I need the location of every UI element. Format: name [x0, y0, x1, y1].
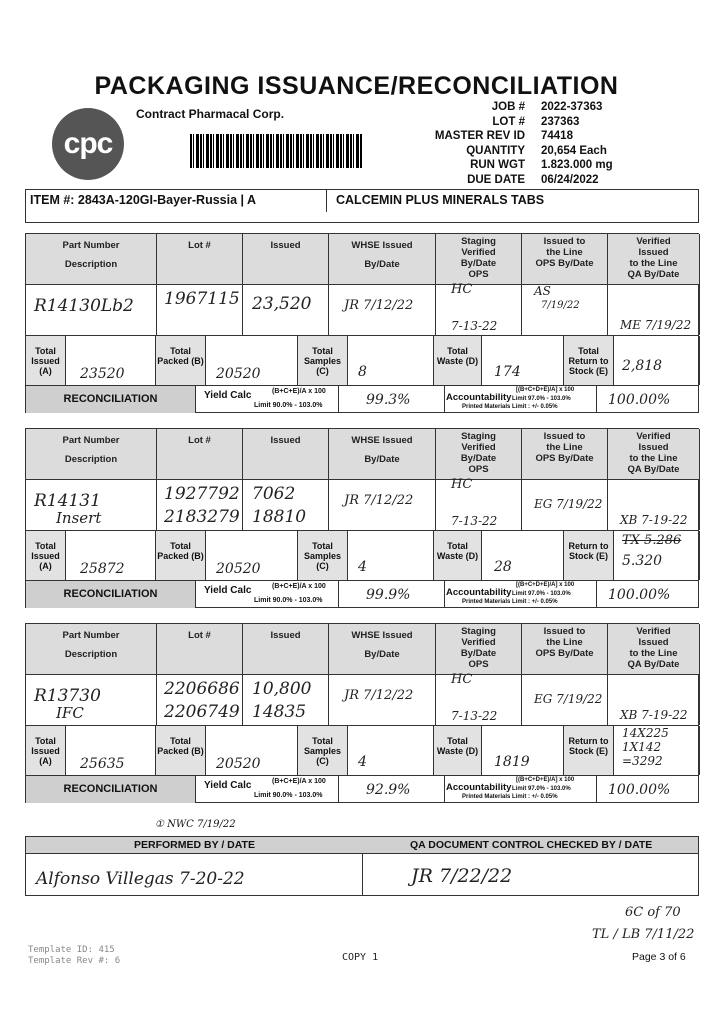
- header-text: Verified: [636, 236, 671, 247]
- part-number-2: Insert: [56, 509, 102, 527]
- staging-value: HC: [451, 282, 473, 297]
- page-number: Page 3 of 6: [632, 951, 686, 963]
- header-text: By/Date: [460, 258, 497, 269]
- header-whse: [329, 429, 436, 479]
- company-logo: cpc: [52, 108, 124, 180]
- item-number: ITEM #: 2843A-120GI-Bayer-Russia | A: [30, 193, 257, 207]
- line-value: EG 7/19/22: [534, 692, 603, 706]
- total-label: Total Samples (C): [298, 726, 348, 775]
- yield-limit: Limit 90.0% - 103.0%: [254, 402, 323, 409]
- wgt-label: RUN WGT: [470, 159, 525, 172]
- header-text: Issued: [638, 442, 669, 453]
- header-part: [26, 624, 157, 674]
- header-text: Lot #: [188, 240, 211, 251]
- lot-value-2: 2206749: [164, 702, 240, 722]
- header-text: Part Number: [62, 240, 120, 251]
- acc-limit: Limit 97.0% - 103.0%: [512, 786, 571, 792]
- header-text: Description: [64, 454, 118, 465]
- section-2: [25, 428, 699, 608]
- total-issued-value: 25872: [80, 561, 125, 577]
- lot-value: 237363: [541, 115, 580, 128]
- total-label: Total Waste (D): [434, 531, 482, 580]
- total-label: Total Samples (C): [298, 336, 348, 385]
- total-packed-value: 20520: [216, 756, 261, 772]
- item-box: [25, 189, 699, 223]
- header-text: Issued to: [543, 626, 586, 637]
- total-label: Total Waste (D): [434, 726, 482, 775]
- lot-value-2: 2183279: [164, 507, 240, 527]
- part-number: R14130Lb2: [34, 296, 134, 316]
- barcode: [190, 134, 362, 168]
- header-text: WHSE Issued: [351, 435, 413, 446]
- reconciliation-label: RECONCILIATION: [26, 581, 196, 608]
- staging-date: 7-13-22: [451, 709, 498, 723]
- signature-box: [25, 836, 699, 896]
- header-text: By/Date: [364, 259, 400, 270]
- yield-formula: (B+C+E)/A x 100: [272, 778, 326, 785]
- total-label: Total Packed (B): [156, 726, 206, 775]
- due-label: DUE DATE: [467, 173, 525, 186]
- header-text: to the Line: [629, 648, 678, 659]
- staging-date: 7-13-22: [451, 514, 498, 528]
- total-label: Total Issued (A): [26, 336, 66, 385]
- total-issued-value: 23520: [80, 366, 125, 382]
- header-text: Verified: [461, 637, 496, 648]
- line-value: AS: [534, 284, 551, 298]
- header-text: WHSE Issued: [351, 630, 413, 641]
- header-text: Description: [64, 649, 118, 660]
- copy-label: COPY 1: [342, 952, 379, 963]
- total-label: Total Packed (B): [156, 336, 206, 385]
- header-staging: [436, 234, 522, 284]
- yield-value: 99.9%: [366, 587, 411, 603]
- header-text: Staging: [461, 236, 496, 247]
- company-name: Contract Pharmacal Corp.: [136, 107, 285, 121]
- header-text: Issued: [270, 630, 301, 641]
- staging-value: HC: [451, 477, 473, 492]
- header-text: By/Date: [460, 648, 497, 659]
- header-text: Staging: [461, 626, 496, 637]
- header-text: By/Date: [364, 454, 400, 465]
- header-lot: [157, 234, 243, 284]
- header-text: OPS By/Date: [535, 453, 594, 464]
- header-text: By/Date: [460, 453, 497, 464]
- qa-label: QA DOCUMENT CONTROL CHECKED BY / DATE: [410, 839, 653, 851]
- issued-value-2: 14835: [252, 702, 307, 722]
- header-text: the Line: [546, 442, 583, 453]
- issued-value: 10,800: [252, 679, 312, 699]
- total-label: Total Issued (A): [26, 531, 66, 580]
- job-info: [420, 100, 613, 188]
- master-value: 74418: [541, 130, 573, 143]
- return-value: 2,818: [622, 358, 663, 374]
- header-text: Lot #: [188, 435, 211, 446]
- performed-label: PERFORMED BY / DATE: [134, 839, 255, 851]
- total-label: Total Return to Stock (E): [564, 336, 614, 385]
- header-text: the Line: [546, 637, 583, 648]
- verified-value: XB 7-19-22: [620, 708, 688, 722]
- wgt-value: 1.823.000 mg: [541, 159, 613, 172]
- initial-note: ① NWC 7/19/22: [155, 819, 236, 830]
- item-description: CALCEMIN PLUS MINERALS TABS: [336, 193, 545, 207]
- yield-value: 92.9%: [366, 782, 411, 798]
- yield-formula: (B+C+E)/A x 100: [272, 583, 326, 590]
- acc-limit: Limit 97.0% - 103.0%: [512, 591, 571, 597]
- header-text: OPS: [468, 464, 489, 475]
- acc-limit: Limit 97.0% - 103.0%: [512, 396, 571, 402]
- header-whse: [329, 624, 436, 674]
- header-verified: [608, 234, 700, 284]
- header-text: to the Line: [629, 453, 678, 464]
- samples-value: 4: [358, 559, 367, 575]
- header-text: Description: [64, 259, 118, 270]
- whse-value: JR 7/12/22: [344, 493, 414, 508]
- yield-label: Yield Calc: [204, 585, 252, 596]
- margin-note-initials: TL / LB 7/11/22: [592, 927, 695, 942]
- lot-label: LOT #: [492, 115, 525, 128]
- template-rev: Template Rev #: 6: [28, 956, 121, 966]
- acc-formula: [(B+C+D+E)/A] x 100: [516, 582, 575, 588]
- header-lot: [157, 624, 243, 674]
- qa-signature: JR 7/22/22: [411, 865, 513, 887]
- total-label: Return to Stock (E): [564, 726, 614, 775]
- total-issued-value: 25635: [80, 756, 125, 772]
- accountability-label: Accountability: [446, 392, 512, 403]
- lot-value: 2206686: [164, 679, 240, 699]
- header-text: Issued: [638, 247, 669, 258]
- waste-value: 174: [494, 364, 521, 380]
- header-text: OPS By/Date: [535, 648, 594, 659]
- header-text: Issued to: [543, 236, 586, 247]
- header-text: OPS: [468, 659, 489, 670]
- header-part: [26, 429, 157, 479]
- accountability-label: Accountability: [446, 782, 512, 793]
- accountability-label: Accountability: [446, 587, 512, 598]
- lot-value: 1927792: [164, 484, 240, 504]
- header-text: WHSE Issued: [351, 240, 413, 251]
- total-label: Total Issued (A): [26, 726, 66, 775]
- part-number-2: IFC: [56, 704, 84, 722]
- verified-value: ME 7/19/22: [620, 318, 692, 332]
- total-label: Total Waste (D): [434, 336, 482, 385]
- header-text: Part Number: [62, 630, 120, 641]
- header-line: [522, 429, 608, 479]
- verified-value: XB 7-19-22: [620, 513, 688, 527]
- header-text: to the Line: [629, 258, 678, 269]
- qty-label: QUANTITY: [466, 144, 525, 157]
- verified-strike: TX 5.286: [622, 533, 682, 548]
- header-text: By/Date: [364, 649, 400, 660]
- total-label: Total Packed (B): [156, 531, 206, 580]
- staging-value: HC: [451, 672, 473, 687]
- acc-printed: Printed Materials Limit : +/- 0.05%: [462, 794, 558, 800]
- header-issued: [243, 624, 329, 674]
- header-text: Verified: [636, 431, 671, 442]
- due-value: 06/24/2022: [541, 173, 599, 186]
- acc-printed: Printed Materials Limit : +/- 0.05%: [462, 599, 558, 605]
- master-label: MASTER REV ID: [434, 130, 525, 143]
- samples-value: 4: [358, 754, 367, 770]
- header-issued: [243, 429, 329, 479]
- reconciliation-label: RECONCILIATION: [26, 386, 196, 413]
- waste-value: 1819: [494, 754, 530, 770]
- header-text: the Line: [546, 247, 583, 258]
- performed-signature: Alfonso Villegas 7-20-22: [36, 869, 245, 889]
- header-staging: [436, 624, 522, 674]
- header-verified: [608, 429, 700, 479]
- header-issued: [243, 234, 329, 284]
- header-text: QA By/Date: [627, 464, 680, 475]
- item-divider: [326, 190, 329, 212]
- job-label: JOB #: [491, 101, 525, 113]
- signature-divider: [362, 853, 363, 895]
- header-text: OPS By/Date: [535, 258, 594, 269]
- yield-limit: Limit 90.0% - 103.0%: [254, 597, 323, 604]
- part-number: R13730: [34, 686, 101, 706]
- issued-value: 7062: [252, 484, 296, 504]
- header-text: Issued: [638, 637, 669, 648]
- whse-value: JR 7/12/22: [344, 688, 414, 703]
- header-line: [522, 624, 608, 674]
- header-text: Verified: [461, 442, 496, 453]
- accountability-value: 100.00%: [608, 392, 671, 408]
- waste-value: 28: [494, 559, 512, 575]
- yield-value: 99.3%: [366, 392, 411, 408]
- return-value: 5.320: [622, 553, 663, 569]
- total-packed-value: 20520: [216, 366, 261, 382]
- acc-formula: [(B+C+D+E)/A] x 100: [516, 387, 575, 393]
- header-line: [522, 234, 608, 284]
- header-text: Issued: [270, 240, 301, 251]
- header-text: OPS: [468, 269, 489, 280]
- header-whse: [329, 234, 436, 284]
- total-label: Total Samples (C): [298, 531, 348, 580]
- header-text: Issued to: [543, 431, 586, 442]
- yield-label: Yield Calc: [204, 390, 252, 401]
- header-staging: [436, 429, 522, 479]
- yield-formula: (B+C+E)/A x 100: [272, 388, 326, 395]
- samples-value: 8: [358, 364, 367, 380]
- reconciliation-label: RECONCILIATION: [26, 776, 196, 803]
- lot-value: 1967115: [164, 289, 240, 309]
- header-lot: [157, 429, 243, 479]
- whse-value: JR 7/12/22: [344, 298, 414, 313]
- header-text: Staging: [461, 431, 496, 442]
- staging-date: 7-13-22: [451, 319, 498, 333]
- acc-formula: [(B+C+D+E)/A] x 100: [516, 777, 575, 783]
- total-label: Return to Stock (E): [564, 531, 614, 580]
- return-value: 14X225 1X142 =3292: [622, 726, 669, 768]
- margin-note-count: 6C of 70: [625, 905, 681, 920]
- acc-printed: Printed Materials Limit : +/- 0.05%: [462, 404, 558, 410]
- header-text: Part Number: [62, 435, 120, 446]
- accountability-value: 100.00%: [608, 782, 671, 798]
- template-id: Template ID: 415: [28, 945, 115, 955]
- section-1: [25, 233, 699, 413]
- accountability-value: 100.00%: [608, 587, 671, 603]
- part-number: R14131: [34, 491, 101, 511]
- header-part: [26, 234, 157, 284]
- yield-limit: Limit 90.0% - 103.0%: [254, 792, 323, 799]
- header-text: Lot #: [188, 630, 211, 641]
- job-value: 2022-37363: [541, 101, 603, 113]
- header-text: Verified: [461, 247, 496, 258]
- section-3: [25, 623, 699, 803]
- line-value: EG 7/19/22: [534, 497, 603, 511]
- header-text: Issued: [270, 435, 301, 446]
- line-date: 7/19/22: [541, 300, 580, 311]
- qty-value: 20,654 Each: [541, 144, 607, 157]
- yield-label: Yield Calc: [204, 780, 252, 791]
- page-title: PACKAGING ISSUANCE/RECONCILIATION: [94, 72, 619, 100]
- total-packed-value: 20520: [216, 561, 261, 577]
- header-text: Verified: [636, 626, 671, 637]
- header-text: QA By/Date: [627, 659, 680, 670]
- issued-value-2: 18810: [252, 507, 307, 527]
- issued-value: 23,520: [252, 294, 312, 314]
- header-text: QA By/Date: [627, 269, 680, 280]
- header-verified: [608, 624, 700, 674]
